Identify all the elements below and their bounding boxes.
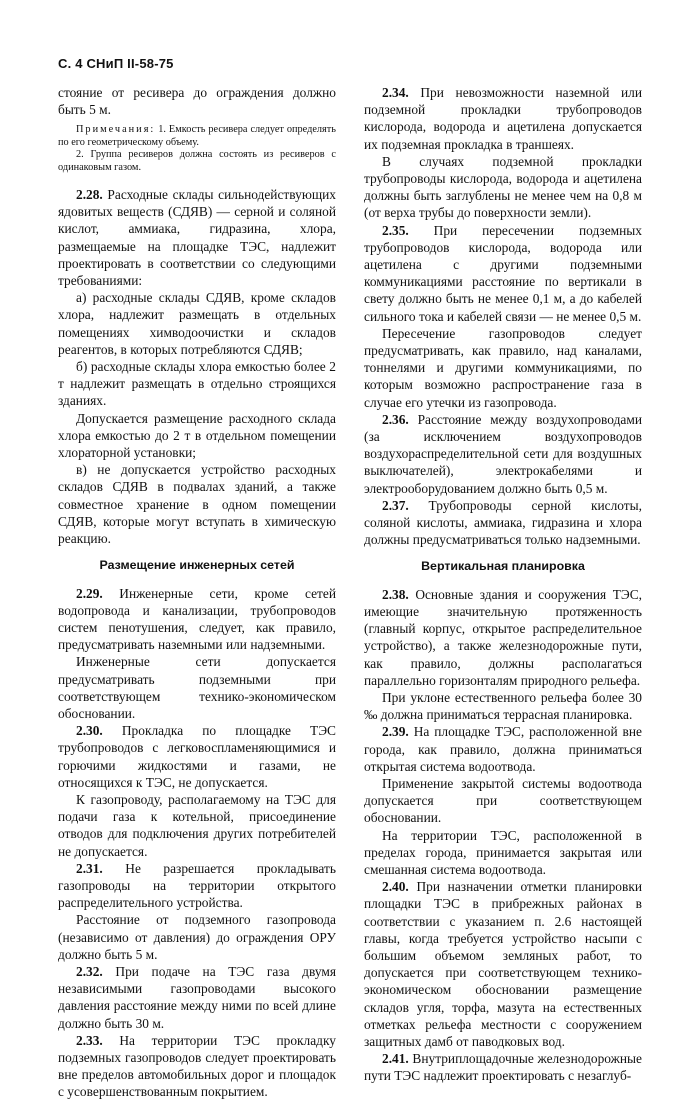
paragraph-2-40: 2.40. При назначении отметки планировки площадки ТЭС в прибрежных районах в соответствии с указанием п. 2.6 настоящей главы, когда требуется устройство насыпи с большим объемом земляных работ, то допускается при соответствующем технико-экономическом обосновании размещение складов угля, торфа, мазута на естественных отметках рельефа местности с сооружением защитных дамб от паводковых вод. (364, 879, 642, 1049)
paragraph: стояние от ресивера до ограждения должно быть 5 м. (58, 85, 336, 118)
paragraph-2-35-b: Пересечение газопроводов следует предусматривать, как правило, над каналами, тоннелями и другими коммуникациями, по которым возможно распространение газа в случае его утечки из газопровода. (364, 325, 642, 410)
paragraph-2-28-c: Допускается размещение расходного склада хлора емкостью до 2 т в отдельном помещении хлораторной установки; (58, 410, 336, 461)
page-header: С. 4 СНиП II-58-75 (58, 56, 174, 71)
right-column (364, 84, 642, 1085)
paragraph-2-39-c: На территории ТЭС, расположенной в пределах города, принимается закрытая или смешанная система водоотвода. (364, 827, 642, 877)
paragraph-2-30: 2.30. Прокладка по площадке ТЭС трубопроводов с легковоспламеняющимися и горючими жидкостями и газами, не относящихся к ТЭС, не допускается. (58, 723, 336, 790)
paragraph-2-30-b: К газопроводу, располагаемому на ТЭС для подачи газа к котельной, присоединение отводов для подключения других потребителей не допускается. (58, 791, 336, 859)
paragraph-2-28-b: б) расходные склады хлора емкостью более 2 т надлежит размещать в отдельно строящихся зданиях. (58, 359, 336, 409)
paragraph-2-34-b: В случаях подземной прокладки трубопроводы кислорода, водорода и ацетилена должны быть заглублены не менее чем на 0,8 м (от верха трубы до поверхности земли). (364, 153, 642, 221)
paragraph-2-29: 2.29. Инженерные сети, кроме сетей водопровода и канализации, трубопроводов систем пенотушения, следует, как правило, предусматривать наземными или надземными. (58, 585, 336, 653)
paragraph-2-29-b: Инженерные сети допускается предусматривать подземными при соответствующем технико-экономическом обосновании. (58, 654, 336, 721)
note-block (58, 124, 336, 174)
paragraph-2-28-d: в) не допускается устройство расходных складов СДЯВ в подвалах зданий, а также совместное хранение в одном помещении СДЯВ, которые могут вступать в химическую реакцию. (58, 462, 336, 547)
paragraph-2-38-b: При уклоне естественного рельефа более 30 ‰ должна приниматься террасная планировка. (364, 689, 642, 723)
section-heading-networks: Размещение инженерных сетей (99, 558, 295, 573)
paragraph-2-32: 2.32. При подаче на ТЭС газа двумя независимыми газопроводами высокого давления расстояние между ними по всей длине должно быть 30 м. (58, 963, 336, 1031)
paragraph-2-39: 2.39. На площадке ТЭС, расположенной вне города, как правило, должна приниматься открытая система водоотвода. (364, 724, 642, 774)
paragraph-2-35: 2.35. При пересечении подземных трубопроводов кислорода, водорода или ацетилена с другими подземными коммуникациями расстояние по вертикали в свету должно быть не менее 0,1 м, а до кабелей сильного тока и кабелей связи — не менее 0,5 м. (364, 222, 642, 324)
paragraph-2-33: 2.33. На территории ТЭС прокладку подземных газопроводов следует проектировать вне пределов автомобильных дорог и площадок с усовершенствованным покрытием. (58, 1032, 336, 1100)
paragraph-2-39-b: Применение закрытой системы водоотвода допускается при соответствующем обосновании. (364, 775, 642, 826)
left-column (58, 84, 336, 1101)
paragraph-2-28: 2.28. Расходные склады сильнодействующих ядовитых веществ (СДЯВ) — серной и соляной кислот, аммиака, гидразина, хлора, размещаемые на площадке ТЭС, надлежит проектировать в соответствии со следующими требованиями: (58, 187, 336, 289)
paragraph-2-41: 2.41. Внутриплощадочные железнодорожные пути ТЭС надлежит проектировать с незаглуб- (364, 1051, 642, 1084)
paragraph-2-38: 2.38. Основные здания и сооружения ТЭС, имеющие значительную протяженность (главный корпус, открытое распределительное устройство), а также железнодорожные пути, как правило, должны располагаться параллельно горизонталям природного рельефа. (364, 586, 642, 688)
paragraph-2-37: 2.37. Трубопроводы серной кислоты, соляной кислоты, аммиака, гидразина и хлора должны предусматриваться только надземными. (364, 497, 642, 548)
paragraph-2-28-a: а) расходные склады СДЯВ, кроме складов хлора, надлежит размещать в отдельных помещениях химводоочистки и складов реагентов, в которых потребляются СДЯВ; (58, 290, 336, 357)
paragraph-2-34: 2.34. При невозможности наземной или подземной прокладки трубопроводов кислорода, водорода и ацетилена допускается их подземная прокладка в траншеях. (364, 85, 642, 152)
note-2: 2. Группа ресиверов должна состоять из ресиверов с одинаковым газом. (58, 149, 336, 173)
paragraph-2-31-b: Расстояние от подземного газопровода (независимо от давления) до ограждения ОРУ должно быть 5 м. (58, 912, 336, 962)
paragraph-2-36: 2.36. Расстояние между воздухопроводами (за исключением воздухопроводов воздухораспределительной сети для воздушных выключателей), электрокабелями и электрооборудованием должно быть 0,5 м. (364, 411, 642, 496)
note-title: Примечания: (76, 124, 156, 136)
note-1: Примечания: 1. Емкость ресивера следует определять по его геометрическому объему. (58, 124, 336, 148)
section-heading-grading: Вертикальная планировка (421, 559, 585, 574)
paragraph-2-31: 2.31. Не разрешается прокладывать газопроводы на территории открытого распределительного устройства. (58, 860, 336, 911)
